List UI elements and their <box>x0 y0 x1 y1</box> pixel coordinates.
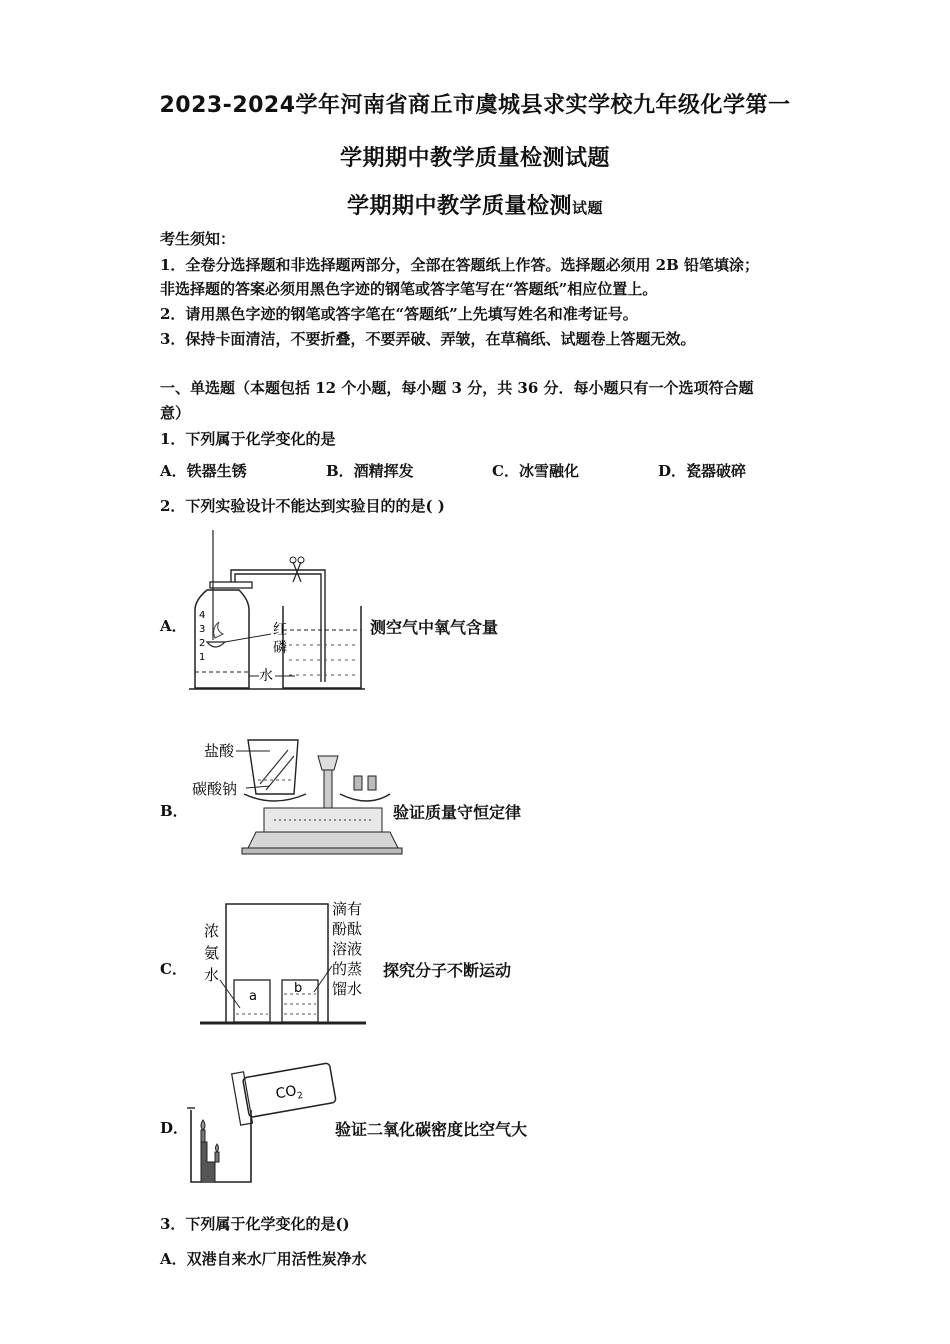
label-leader-line <box>246 786 270 788</box>
q1-option-a: A．铁器生锈 <box>160 462 247 480</box>
combustion-spoon <box>207 642 225 647</box>
scale-mark: 3 <box>199 624 206 635</box>
label-leader-line <box>225 634 271 642</box>
red-phosphorus-label: 磷 <box>273 640 287 656</box>
candle-flame-icon <box>216 1144 219 1152</box>
q3-stem: 3．下列属于化学变化的是() <box>160 1215 350 1233</box>
ammonia-label: 氨 <box>204 944 220 962</box>
hydrochloric-acid-label: 盐酸 <box>204 742 235 760</box>
candle-upper <box>201 1130 205 1142</box>
large-beaker-cover <box>226 904 328 1022</box>
q2-option-d-caption: 验证二氧化碳密度比空气大 <box>335 1120 528 1139</box>
pointer-housing <box>318 756 338 770</box>
q1-stem: 1．下列属于化学变化的是 <box>160 430 336 448</box>
q2-option-b-letter: B． <box>160 802 188 820</box>
q2-option-a-caption: 测空气中氧气含量 <box>370 618 499 637</box>
sodium-carbonate-label: 碳酸钠 <box>192 780 238 798</box>
phenolphthalein-label: 滴有 <box>332 900 363 918</box>
co2-label <box>275 1082 304 1105</box>
phenolphthalein-label: 馏水 <box>332 980 363 998</box>
candle-flame-icon <box>201 1120 205 1130</box>
co2-formula: CO <box>274 1083 298 1103</box>
q1-option-c: C．冰雪融化 <box>492 462 579 480</box>
tilted-test-tube <box>260 750 294 790</box>
beaker-b-label: b <box>294 981 303 996</box>
step-stand <box>201 1142 215 1182</box>
beaker-a-label: a <box>249 989 257 1004</box>
section-heading-line-1: 一、单选题（本题包括 12 个小题，每小题 3 分，共 36 分．每小题只有一个选项符合题 <box>160 379 754 397</box>
label-leader-line <box>314 966 332 992</box>
ammonia-label: 浓 <box>204 922 220 940</box>
notice-item: 1．全卷分选择题和非选择题两部分，全部在答题纸上作答。选择题必须用 2B 铅笔填涂； <box>160 256 760 274</box>
title-line-3 <box>0 189 950 220</box>
title-line-3-main: 学期期中教学质量检测 <box>346 194 572 219</box>
notice-heading: 考生须知： <box>160 230 236 248</box>
label-leader-line <box>220 980 240 1008</box>
q1-option-d: D．瓷器破碎 <box>658 462 747 480</box>
red-phosphorus-label: 红 <box>273 622 287 638</box>
co2-density-figure <box>185 1058 345 1186</box>
phenolphthalein-label: 的蒸 <box>332 960 363 978</box>
q2-option-c-caption: 探究分子不断运动 <box>383 961 512 980</box>
title-line-2: 学期期中教学质量检测试题 <box>339 146 610 171</box>
bottle-stopper <box>210 582 252 588</box>
candle-lower <box>215 1152 219 1162</box>
ammonia-label: 水 <box>204 966 220 984</box>
scale-mark: 4 <box>199 610 206 621</box>
q1-option-b: B．酒精挥发 <box>326 462 414 480</box>
beaker <box>248 740 298 794</box>
q2-option-c-letter: C． <box>160 960 187 978</box>
title-line-3-suffix: 试题 <box>572 199 604 217</box>
phenolphthalein-label: 酚酞 <box>332 920 363 938</box>
flame-icon <box>214 622 223 638</box>
balance-base <box>248 832 398 848</box>
balance-foot <box>242 848 402 854</box>
q2-stem: 2．下列实验设计不能达到实验目的的是( ) <box>160 497 445 515</box>
weight-icon <box>354 776 362 790</box>
right-pan <box>340 794 390 801</box>
section-heading-line-2: 意） <box>160 404 191 422</box>
q3-option-a: A．双港自来水厂用活性炭净水 <box>160 1250 367 1268</box>
phenolphthalein-label: 溶液 <box>332 940 363 958</box>
beaker <box>191 1110 251 1182</box>
clamp-icon <box>293 562 301 582</box>
molecule-motion-figure <box>200 896 380 1028</box>
oxygen-content-apparatus-figure <box>185 530 365 695</box>
scale-mark: 1 <box>199 652 206 663</box>
balance-apparatus-figure <box>190 736 390 856</box>
weight-icon <box>368 776 376 790</box>
glass-plate <box>232 1072 253 1125</box>
water-label: 水 <box>259 668 273 684</box>
notice-item: 非选择题的答案必须用黑色字迹的钢笔或答字笔写在“答题纸”相应位置上。 <box>160 280 658 298</box>
co2-subscript: 2 <box>296 1090 304 1102</box>
notice-item: 2．请用黑色字迹的钢笔或答字笔在“答题纸”上先填写姓名和准考证号。 <box>160 305 638 323</box>
notice-item: 3．保持卡面清洁，不要折叠，不要弄破、弄皱，在草稿纸、试题卷上答题无效。 <box>160 330 696 348</box>
q2-option-a-letter: A． <box>160 617 187 635</box>
scale-mark: 2 <box>199 638 206 649</box>
q2-option-d-letter: D． <box>160 1119 189 1137</box>
q2-option-b-caption: 验证质量守恒定律 <box>393 803 522 822</box>
title-line-1: 2023-2024学年河南省商丘市虞城县求实学校九年级化学第一 <box>159 93 791 118</box>
left-pan <box>244 794 306 801</box>
balance-pillar <box>324 770 332 810</box>
